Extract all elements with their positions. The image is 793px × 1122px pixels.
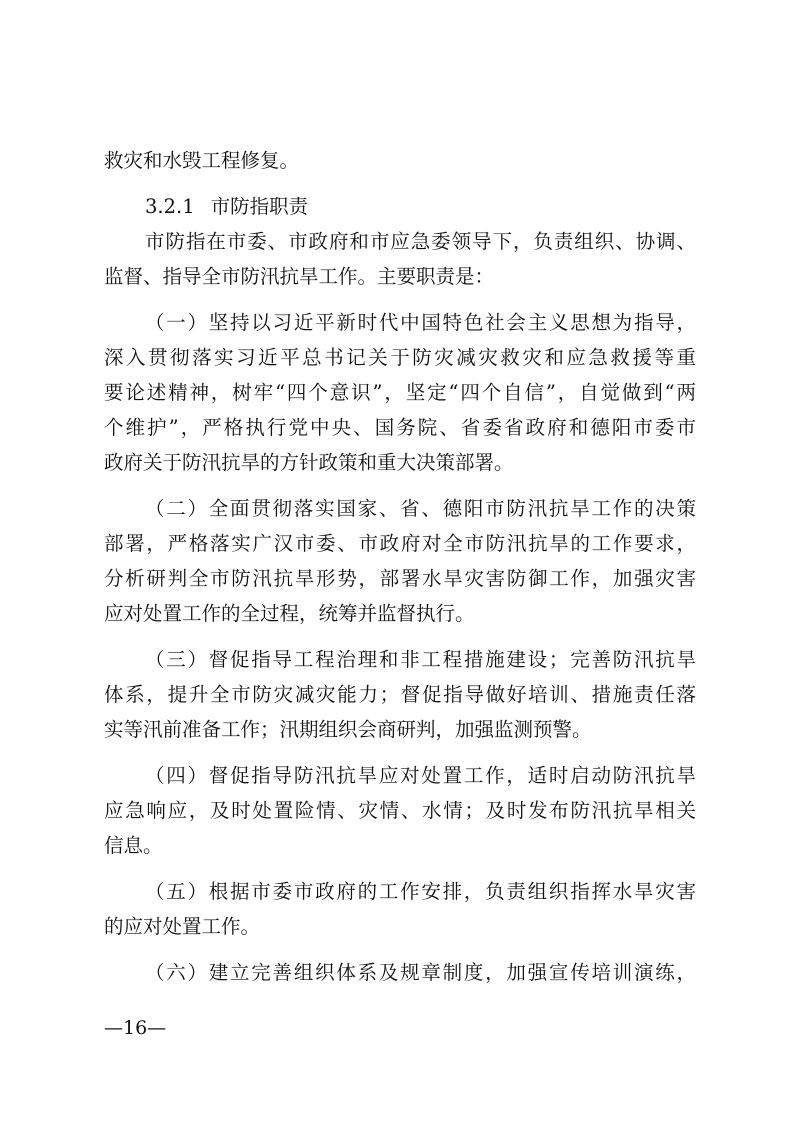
text-line: 深入贯彻落实习近平总书记关于防灾减灾救灾和应急救援等重: [104, 346, 696, 369]
section-heading: [145, 193, 737, 221]
section-title: 市防指职责: [210, 195, 309, 218]
text-line: 体系，提升全市防灾减灾能力；督促指导做好培训、措施责任落: [104, 683, 696, 706]
text-line: 应对处置工作的全过程，统筹并监督执行。: [104, 602, 475, 625]
text-line: 的应对处置工作。: [104, 915, 261, 938]
text-line: 应急响应，及时处置险情、灾情、水情；及时发布防汛抗旱相关: [104, 799, 696, 822]
section-number: 3.2.1: [145, 195, 195, 218]
text-line: 部署，严格落实广汉市委、市政府对全市防汛抗旱的工作要求，: [104, 532, 696, 555]
text-line: （六）建立完善组织体系及规章制度，加强宣传培训演练，: [145, 961, 696, 984]
text-line: 救灾和水毁工程修复。: [104, 149, 300, 172]
text-line: （五）根据市委市政府的工作安排，负责组织指挥水旱灾害: [145, 880, 696, 903]
text-line: 政府关于防汛抗旱的方针政策和重大决策部署。: [104, 451, 514, 474]
text-line: （四）督促指导防汛抗旱应对处置工作，适时启动防汛抗旱: [145, 764, 696, 787]
text-line: 分析研判全市防汛抗旱形势，部署水旱灾害防御工作，加强灾害: [104, 567, 696, 590]
page-number: —16—: [104, 1017, 167, 1039]
text-line: 监督、指导全市防汛抗旱工作。主要职责是：: [104, 265, 495, 288]
text-line: 市防指在市委、市政府和市应急委领导下，负责组织、协调、: [145, 230, 696, 253]
text-line: 实等汛前准备工作；汛期组织会商研判，加强监测预警。: [104, 718, 592, 741]
text-line: 个维护”，严格执行党中央、国务院、省委省政府和德阳市委市: [104, 416, 696, 439]
text-line: 信息。: [104, 834, 163, 857]
text-line: 要论述精神，树牢“四个意识”，坚定“四个自信”，自觉做到“两: [104, 381, 696, 404]
text-line: （三）督促指导工程治理和非工程措施建设；完善防汛抗旱: [145, 648, 696, 671]
text-line: （二）全面贯彻落实国家、省、德阳市防汛抗旱工作的决策: [145, 497, 696, 520]
text-line: （一）坚持以习近平新时代中国特色社会主义思想为指导，: [145, 311, 696, 334]
